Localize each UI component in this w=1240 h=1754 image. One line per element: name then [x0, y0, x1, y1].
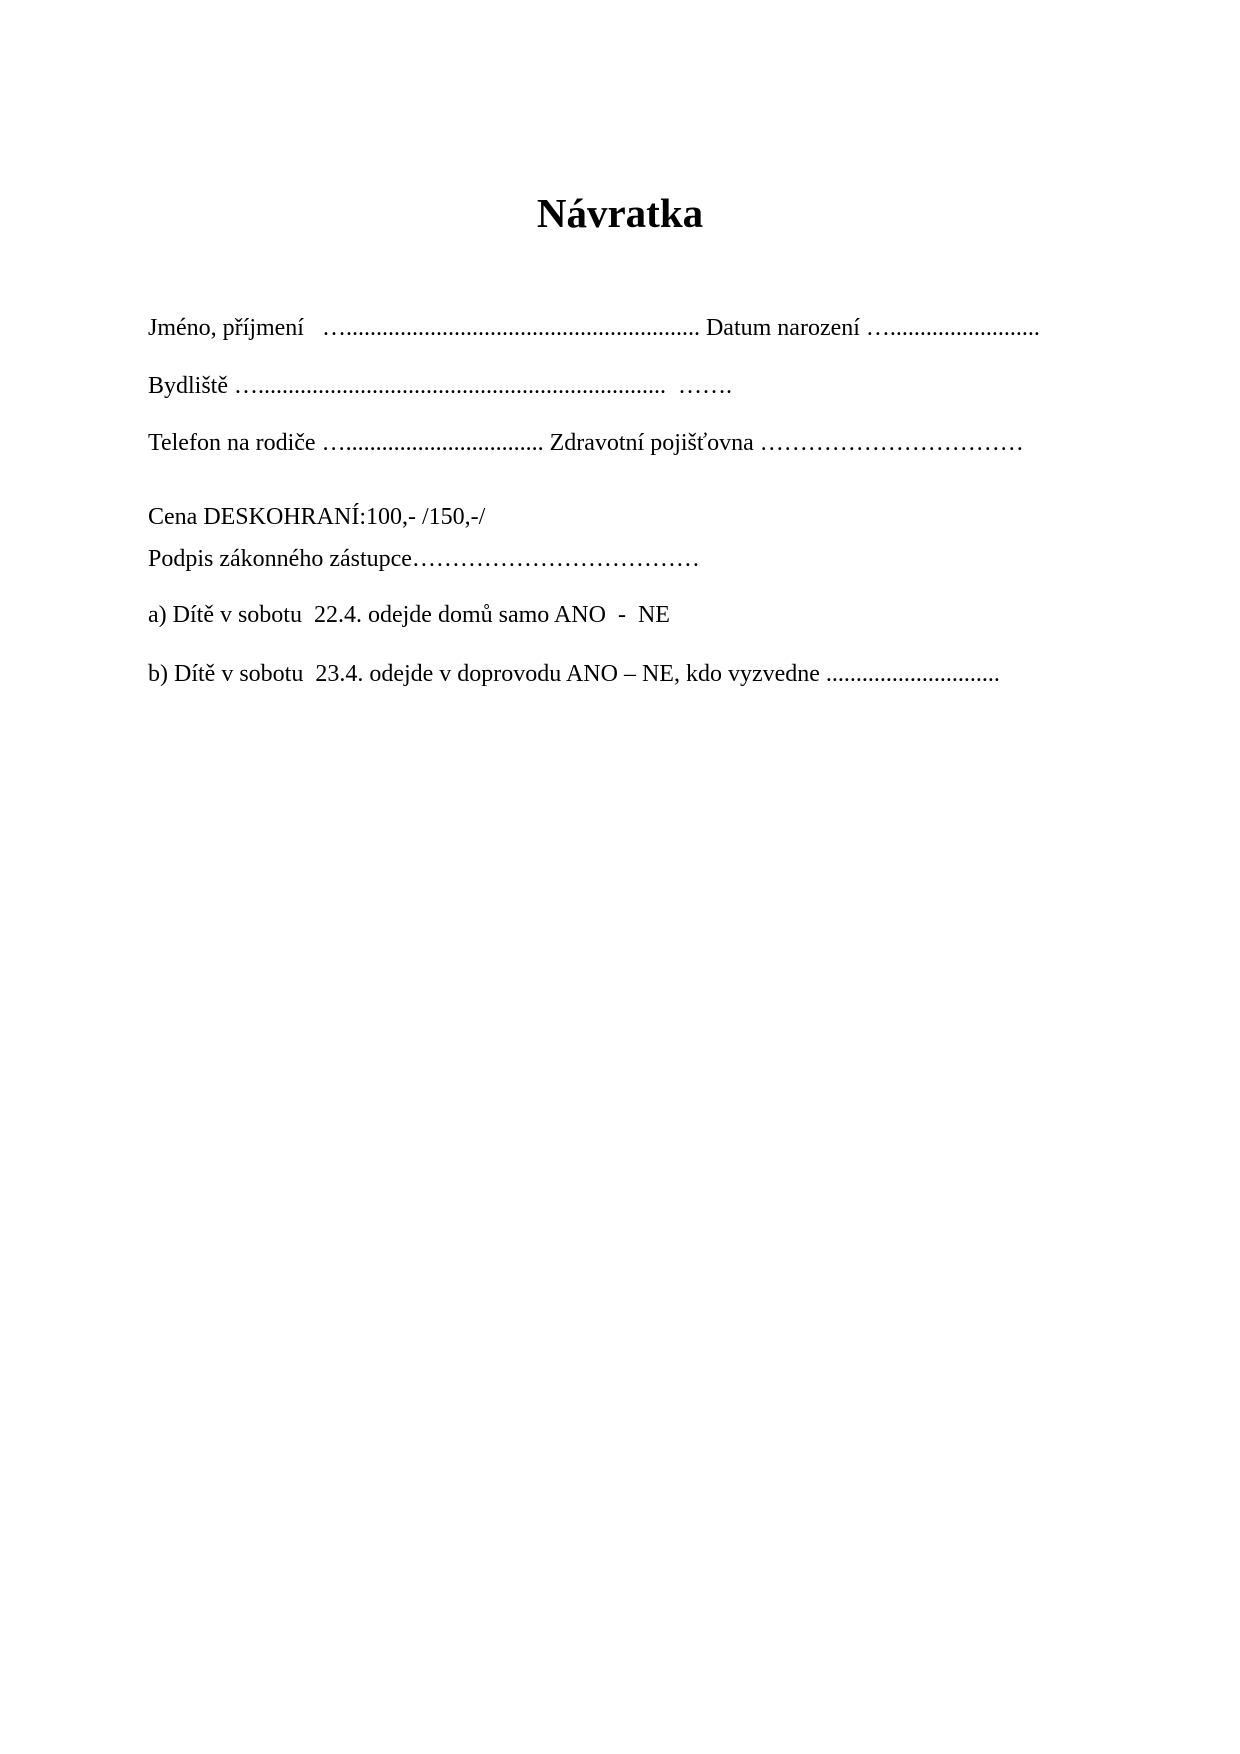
name-and-birthdate-line: Jméno, příjmení …........................................................... Datum narození ….........................: [148, 315, 1040, 341]
residence-line: Bydliště ….................................................................... …….: [148, 373, 733, 399]
price-line: Cena DESKOHRANÍ:100,- /150,-/: [148, 504, 486, 530]
option-a-line: a) Dítě v sobotu 22.4. odejde domů samo ANO - NE: [148, 602, 670, 628]
guardian-signature-line: Podpis zákonného zástupce………………………………: [148, 546, 700, 572]
option-b-line: b) Dítě v sobotu 23.4. odejde v doprovodu ANO – NE, kdo vyzvedne .............................: [148, 661, 1000, 687]
page-title: Návratka: [536, 190, 704, 236]
parent-phone-and-insurance-line: Telefon na rodiče …................................. Zdravotní pojišťovna ……………………………: [148, 430, 1024, 456]
